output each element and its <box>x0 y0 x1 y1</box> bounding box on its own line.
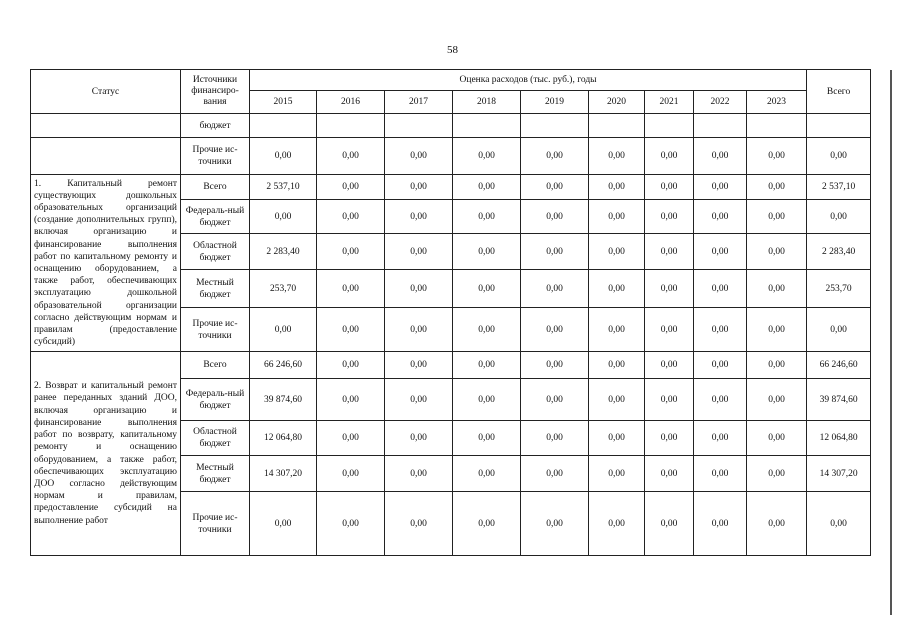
value-cell: 0,00 <box>317 308 385 352</box>
source-cell: Всего <box>181 352 250 379</box>
value-cell: 0,00 <box>645 456 694 492</box>
status-cell: 1. Капитальный ремонт существующих дошкольных образовательных организаций (создание дополнительных групп), включая организацию и финансирование выполнения работ по капитальному ремонту и оснащению оборудованием, а также работ, обеспечивающих эксплуатацию дошкольной образовательной организации согласно действующим нормам и правилам (предоставление субсидий) <box>31 175 181 352</box>
value-cell: 0,00 <box>589 234 645 270</box>
value-cell: 0,00 <box>589 138 645 175</box>
value-cell: 0,00 <box>385 379 453 421</box>
value-cell: 0,00 <box>747 456 807 492</box>
value-cell: 0,00 <box>747 200 807 234</box>
value-cell: 0,00 <box>694 138 747 175</box>
source-cell: Местный бюджет <box>181 270 250 308</box>
value-cell: 0,00 <box>453 456 521 492</box>
value-cell: 0,00 <box>645 200 694 234</box>
value-cell: 0,00 <box>521 175 589 200</box>
header-total: Всего <box>807 70 871 114</box>
value-cell: 0,00 <box>453 421 521 456</box>
value-cell: 0,00 <box>589 421 645 456</box>
value-cell: 0,00 <box>694 234 747 270</box>
source-cell: Прочие ис-точники <box>181 308 250 352</box>
source-cell: Прочие ис-точники <box>181 492 250 556</box>
value-cell: 0,00 <box>385 352 453 379</box>
value-cell: 0,00 <box>694 421 747 456</box>
value-cell: 0,00 <box>694 175 747 200</box>
value-cell: 0,00 <box>645 138 694 175</box>
value-cell: 0,00 <box>645 270 694 308</box>
table-body <box>31 114 871 556</box>
value-cell: 12 064,80 <box>250 421 317 456</box>
value-cell: 0,00 <box>385 308 453 352</box>
value-cell: 0,00 <box>250 492 317 556</box>
value-cell: 0,00 <box>645 234 694 270</box>
value-cell: 0,00 <box>589 270 645 308</box>
value-cell: 0,00 <box>747 492 807 556</box>
value-cell: 0,00 <box>694 379 747 421</box>
value-cell: 0,00 <box>317 270 385 308</box>
value-cell: 0,00 <box>521 308 589 352</box>
value-cell: 0,00 <box>747 308 807 352</box>
value-cell: 0,00 <box>317 234 385 270</box>
value-cell: 0,00 <box>385 234 453 270</box>
value-cell: 0,00 <box>747 234 807 270</box>
value-cell: 0,00 <box>589 379 645 421</box>
source-cell: Областной бюджет <box>181 234 250 270</box>
value-cell: 0,00 <box>385 421 453 456</box>
header-sources: Источники финансиро-вания <box>181 70 250 114</box>
total-cell: 66 246,60 <box>807 352 871 379</box>
year-header-2018: 2018 <box>453 91 521 114</box>
value-cell: 0,00 <box>453 234 521 270</box>
value-cell: 0,00 <box>694 492 747 556</box>
total-cell: 0,00 <box>807 492 871 556</box>
source-cell: Прочие ис-точники <box>181 138 250 175</box>
value-cell: 0,00 <box>453 200 521 234</box>
year-header-2017: 2017 <box>385 91 453 114</box>
total-cell: 0,00 <box>807 308 871 352</box>
year-header-2021: 2021 <box>645 91 694 114</box>
value-cell: 0,00 <box>250 138 317 175</box>
value-cell: 39 874,60 <box>250 379 317 421</box>
value-cell: 0,00 <box>521 421 589 456</box>
value-cell: 0,00 <box>250 308 317 352</box>
value-cell: 0,00 <box>694 200 747 234</box>
status-cell: 2. Возврат и капитальный ремонт ранее переданных зданий ДОО, включая организацию и финансирование выполнения работ по возврату, капитальному ремонту и оснащению оборудованием, а также работ, обеспечивающих эксплуатацию ДОО согласно действующим нормам и правилам, предоставление субсидий на выполнение работ <box>31 352 181 556</box>
value-cell: 0,00 <box>317 352 385 379</box>
source-cell: Всего <box>181 175 250 200</box>
status-cell-empty <box>31 114 181 138</box>
value-cell: 0,00 <box>453 352 521 379</box>
header-status: Статус <box>31 70 181 114</box>
value-cell: 0,00 <box>385 175 453 200</box>
total-cell: 253,70 <box>807 270 871 308</box>
value-cell: 0,00 <box>521 456 589 492</box>
value-cell: 253,70 <box>250 270 317 308</box>
value-cell: 0,00 <box>521 234 589 270</box>
page-number: 58 <box>447 44 458 56</box>
total-cell: 0,00 <box>807 200 871 234</box>
value-cell: 0,00 <box>645 492 694 556</box>
value-cell: 14 307,20 <box>250 456 317 492</box>
value-cell: 0,00 <box>317 492 385 556</box>
total-cell: 39 874,60 <box>807 379 871 421</box>
value-cell: 0,00 <box>589 352 645 379</box>
value-cell: 0,00 <box>385 138 453 175</box>
value-cell: 0,00 <box>453 270 521 308</box>
total-cell: 2 537,10 <box>807 175 871 200</box>
value-cell: 0,00 <box>589 492 645 556</box>
value-cell: 0,00 <box>317 175 385 200</box>
budget-continuation-row <box>31 114 871 138</box>
status-cell-empty <box>31 138 181 175</box>
value-cell: 0,00 <box>521 200 589 234</box>
value-cell: 0,00 <box>385 492 453 556</box>
year-header-2022: 2022 <box>694 91 747 114</box>
value-cell: 0,00 <box>747 138 807 175</box>
value-cell: 0,00 <box>747 270 807 308</box>
source-cell: бюджет <box>181 114 250 138</box>
year-header-2015: 2015 <box>250 91 317 114</box>
source-cell: Местный бюджет <box>181 456 250 492</box>
value-cell: 0,00 <box>453 492 521 556</box>
value-cell: 0,00 <box>317 456 385 492</box>
value-cell: 0,00 <box>645 175 694 200</box>
value-cell: 0,00 <box>694 456 747 492</box>
value-cell: 0,00 <box>747 352 807 379</box>
value-cell: 0,00 <box>250 200 317 234</box>
total-cell: 0,00 <box>807 138 871 175</box>
table-header <box>31 70 871 114</box>
value-cell: 0,00 <box>589 200 645 234</box>
table-row <box>31 175 871 200</box>
value-cell: 0,00 <box>694 352 747 379</box>
value-cell: 0,00 <box>317 379 385 421</box>
value-cell: 0,00 <box>453 175 521 200</box>
year-header-2016: 2016 <box>317 91 385 114</box>
value-cell: 0,00 <box>521 379 589 421</box>
value-cell: 0,00 <box>645 352 694 379</box>
budget-table <box>30 69 871 556</box>
table-row <box>31 352 871 379</box>
value-cell: 0,00 <box>645 421 694 456</box>
value-cell: 0,00 <box>453 379 521 421</box>
value-cell: 0,00 <box>521 270 589 308</box>
value-cell: 0,00 <box>645 308 694 352</box>
value-cell: 0,00 <box>694 308 747 352</box>
value-cell: 0,00 <box>521 138 589 175</box>
value-cell: 0,00 <box>317 138 385 175</box>
value-cell: 0,00 <box>317 421 385 456</box>
header-estimate: Оценка расходов (тыс. руб.), годы <box>250 70 807 91</box>
value-cell: 2 537,10 <box>250 175 317 200</box>
source-cell: Федераль-ный бюджет <box>181 379 250 421</box>
year-header-2023: 2023 <box>747 91 807 114</box>
source-cell: Областной бюджет <box>181 421 250 456</box>
value-cell: 0,00 <box>521 352 589 379</box>
year-header-2020: 2020 <box>589 91 645 114</box>
value-cell: 66 246,60 <box>250 352 317 379</box>
total-cell: 12 064,80 <box>807 421 871 456</box>
value-cell: 0,00 <box>385 270 453 308</box>
year-header-2019: 2019 <box>521 91 589 114</box>
value-cell: 2 283,40 <box>250 234 317 270</box>
value-cell: 0,00 <box>589 175 645 200</box>
page-edge-line <box>890 70 892 615</box>
value-cell: 0,00 <box>317 200 385 234</box>
table-row <box>31 138 871 175</box>
value-cell: 0,00 <box>521 492 589 556</box>
value-cell: 0,00 <box>645 379 694 421</box>
value-cell: 0,00 <box>453 308 521 352</box>
value-cell: 0,00 <box>747 379 807 421</box>
value-cell: 0,00 <box>694 270 747 308</box>
value-cell: 0,00 <box>453 138 521 175</box>
value-cell: 0,00 <box>385 200 453 234</box>
value-cell: 0,00 <box>589 308 645 352</box>
source-cell: Федераль-ный бюджет <box>181 200 250 234</box>
total-cell: 2 283,40 <box>807 234 871 270</box>
value-cell: 0,00 <box>747 421 807 456</box>
total-cell: 14 307,20 <box>807 456 871 492</box>
value-cell: 0,00 <box>747 175 807 200</box>
value-cell: 0,00 <box>589 456 645 492</box>
value-cell: 0,00 <box>385 456 453 492</box>
